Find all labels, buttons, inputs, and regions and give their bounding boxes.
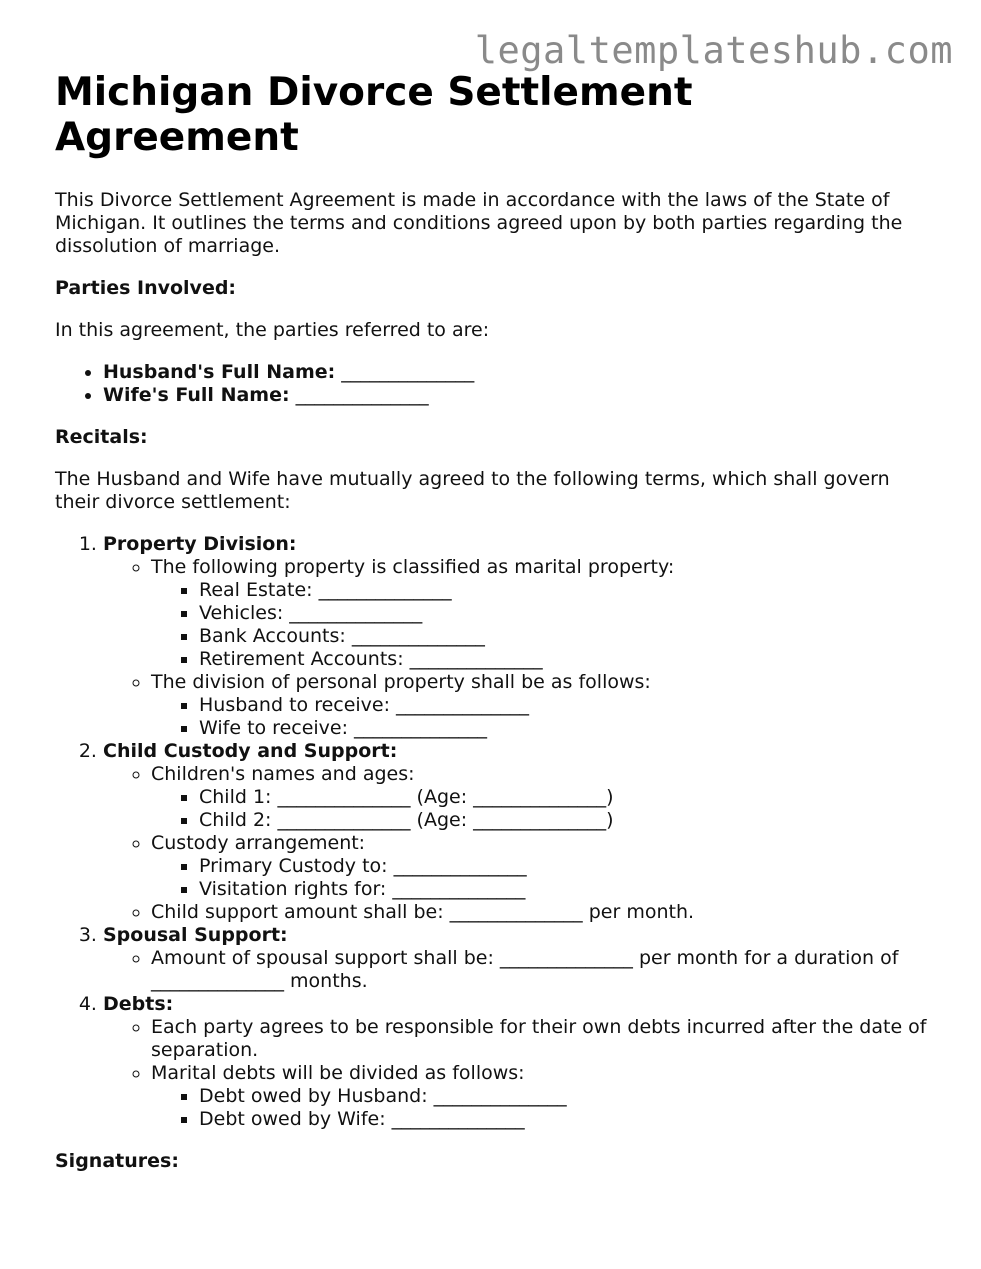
marital-property-list [151, 579, 935, 671]
list-item-husband-name [103, 361, 935, 384]
term-spousal-support [103, 924, 935, 993]
debts-sublist [103, 1016, 935, 1131]
own-debts-item: ◦ Each party agrees to be responsible for their own debts incurred after the date of separation. [151, 1016, 935, 1062]
personal-property-list [151, 694, 935, 740]
term-debts [103, 993, 935, 1131]
marital-debts-list [151, 1085, 935, 1131]
list-item-visitation-rights: ▪ Visitation rights for: ______________ [199, 878, 935, 901]
list-item [151, 1062, 935, 1131]
term-property-division [103, 533, 935, 740]
list-item-child-1: ▪ Child 1: ______________ (Age: ______________) [199, 786, 935, 809]
debts-title: Debts: [103, 993, 174, 1015]
list-item-husband-receive: ▪ Husband to receive: ______________ [199, 694, 935, 717]
spousal-sublist [103, 947, 935, 993]
custody-sublist [103, 763, 935, 924]
wife-name-label: Wife's Full Name: [103, 384, 290, 406]
property-sublist [103, 556, 935, 740]
document-title: Michigan Divorce Settlement Agreement [55, 70, 693, 160]
parties-heading: Parties Involved: [55, 277, 237, 299]
intro-paragraph: This Divorce Settlement Agreement is made in accordance with the laws of the State of Michigan. It outlines the terms and conditions agreed upon by both parties regarding the dissolution of marriage. [55, 189, 903, 257]
watermark: legaltemplateshub.com [474, 29, 953, 72]
list-item-vehicles: ▪ Vehicles: ______________ [199, 602, 935, 625]
recitals-heading: Recitals: [55, 426, 148, 448]
document-page [55, 70, 935, 1192]
list-item-debt-husband: ▪ Debt owed by Husband: ______________ [199, 1085, 935, 1108]
list-item-child-2: ▪ Child 2: ______________ (Age: ______________) [199, 809, 935, 832]
child-custody-title: Child Custody and Support: [103, 740, 398, 762]
list-item-primary-custody: ▪ Primary Custody to: ______________ [199, 855, 935, 878]
spousal-support-item: ◦ Amount of spousal support shall be: ______________ per month for a duration of ______________ months. [151, 947, 935, 993]
list-item-wife-name [103, 384, 935, 407]
list-item [151, 556, 935, 671]
recitals-text: The Husband and Wife have mutually agreed to the following terms, which shall govern their divorce settlement: [55, 468, 890, 513]
parties-list [55, 361, 935, 407]
personal-property-intro: The division of personal property shall be as follows: [151, 671, 651, 693]
custody-arrangement-intro: Custody arrangement: [151, 832, 366, 854]
wife-name-blank: ______________ [295, 384, 429, 406]
marital-debts-intro: Marital debts will be divided as follows: [151, 1062, 525, 1084]
list-item [151, 763, 935, 832]
signatures-heading: Signatures: [55, 1150, 179, 1172]
husband-name-blank: ______________ [341, 361, 475, 383]
property-division-title: Property Division: [103, 533, 297, 555]
parties-intro: In this agreement, the parties referred to are: [55, 319, 490, 341]
children-intro: Children's names and ages: [151, 763, 415, 785]
list-item [151, 671, 935, 740]
list-item-bank-accounts: ▪ Bank Accounts: ______________ [199, 625, 935, 648]
husband-name-label: Husband's Full Name: [103, 361, 336, 383]
list-item-retirement-accounts: ▪ Retirement Accounts: ______________ [199, 648, 935, 671]
term-child-custody [103, 740, 935, 924]
custody-arrangement-list [151, 855, 935, 901]
list-item-debt-wife: ▪ Debt owed by Wife: ______________ [199, 1108, 935, 1131]
list-item-real-estate: ▪ Real Estate: ______________ [199, 579, 935, 602]
children-list [151, 786, 935, 832]
list-item-wife-receive: ▪ Wife to receive: ______________ [199, 717, 935, 740]
spousal-support-title: Spousal Support: [103, 924, 288, 946]
marital-property-intro: The following property is classified as marital property: [151, 556, 675, 578]
child-support-item: ◦ Child support amount shall be: ______________ per month. [151, 901, 935, 924]
terms-list [55, 533, 935, 1131]
list-item [151, 832, 935, 901]
